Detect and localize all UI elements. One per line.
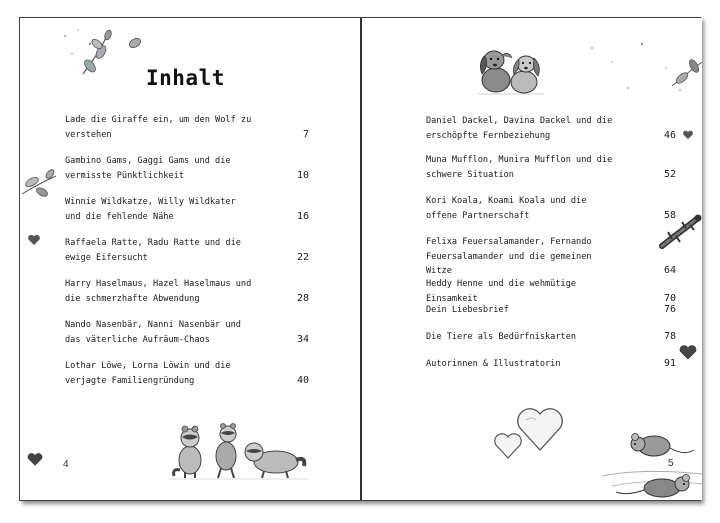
toc-entry[interactable] xyxy=(426,194,676,223)
toc-entry-page: 78 xyxy=(663,331,676,342)
toc-entry-title: Die Tiere als Bedürfniskarten xyxy=(426,332,577,342)
toc-entry-page: 58 xyxy=(663,209,676,221)
toc-entry-page: 52 xyxy=(663,168,676,180)
toc-entry-title: Autorinnen & Illustratorin xyxy=(426,359,561,369)
toc-entry-title: Kori Koala, Koami Koala und die offene Partnerschaft xyxy=(426,196,587,221)
leaf-sprig-icon xyxy=(20,166,60,200)
toc-entry[interactable] xyxy=(65,113,309,142)
toc-entry-page: 7 xyxy=(302,128,309,140)
toc-entry[interactable] xyxy=(426,357,676,372)
toc-entry-page: 64 xyxy=(663,265,676,276)
heart-icon xyxy=(678,344,698,361)
toc-entry-title: Gambino Gams, Gaggi Gams und die vermisste Pünktlichkeit xyxy=(65,156,231,181)
page-title: Inhalt xyxy=(146,66,225,90)
page-number: 5 xyxy=(668,458,674,469)
toc-entry[interactable] xyxy=(65,359,309,388)
toc-entry-title: Daniel Dackel, Davina Dackel und die erschöpfte Fernbeziehung xyxy=(426,116,613,141)
mice-illustration xyxy=(602,422,702,500)
raccoon-family-illustration xyxy=(168,416,308,480)
toc-entry-page: 16 xyxy=(296,210,309,222)
leaf-branch-icon xyxy=(75,26,145,78)
toc-entry[interactable] xyxy=(426,330,676,345)
toc-entry-page: 34 xyxy=(296,333,309,345)
toc-entry-page: 40 xyxy=(296,374,309,386)
toc-entry-title: Lade die Giraffe ein, um den Wolf zu verstehen xyxy=(65,115,252,140)
right-page xyxy=(362,18,702,500)
toc-entry-title: Heddy Henne und die wehmütige Einsamkeit xyxy=(426,279,577,304)
toc-entry-page: 22 xyxy=(296,251,309,263)
toc-entry-page: 10 xyxy=(296,169,309,181)
toc-entry-title: Harry Haselmaus, Hazel Haselmaus und die schmerzhafte Abwendung xyxy=(65,279,252,304)
dachshund-pair-illustration xyxy=(474,44,548,96)
page-number: 4 xyxy=(63,459,69,470)
toc-entry[interactable] xyxy=(426,153,676,182)
toc-entry-page: 76 xyxy=(663,304,676,315)
heart-icon xyxy=(682,130,694,140)
toc-entry[interactable] xyxy=(426,235,676,279)
toc-entry-page: 70 xyxy=(663,292,676,304)
toc-entry-title: Lothar Löwe, Lorna Löwin und die verjagte Familiengründung xyxy=(65,361,231,386)
book-spread xyxy=(19,17,701,501)
toc-entry-title: Felixa Feuersalamander, Fernando Feuersalamander und die gemeinen Witze xyxy=(426,237,592,276)
toc-entry-title: Raffaela Ratte, Radu Ratte und die ewige Eifersucht xyxy=(65,238,241,263)
toc-entry[interactable] xyxy=(65,277,309,306)
heart-icon xyxy=(27,234,41,246)
toc-entry[interactable] xyxy=(426,303,676,318)
toc-entry[interactable] xyxy=(65,195,309,224)
toc-entry-page: 91 xyxy=(663,358,676,369)
toc-entry-page: 46 xyxy=(663,129,676,141)
toc-entry-title: Dein Liebesbrief xyxy=(426,305,509,315)
toc-entry-title: Winnie Wildkatze, Willy Wildkater und die fehlende Nähe xyxy=(65,197,236,222)
toc-entry[interactable] xyxy=(65,236,309,265)
toc-entry[interactable] xyxy=(426,114,676,143)
left-page xyxy=(20,18,360,500)
leaf-branch-icon xyxy=(668,54,702,90)
toc-entry-title: Muna Mufflon, Munira Mufflon und die schwere Situation xyxy=(426,155,613,180)
toc-entry[interactable] xyxy=(426,277,676,306)
toc-entry-page: 28 xyxy=(296,292,309,304)
toc-entry-title: Nando Nasenbär, Nanni Nasenbär und das väterliche Aufräum-Chaos xyxy=(65,320,241,345)
hearts-illustration xyxy=(490,400,574,462)
heart-icon xyxy=(26,452,44,467)
toc-entry[interactable] xyxy=(65,318,309,347)
toc-entry[interactable] xyxy=(65,154,309,183)
